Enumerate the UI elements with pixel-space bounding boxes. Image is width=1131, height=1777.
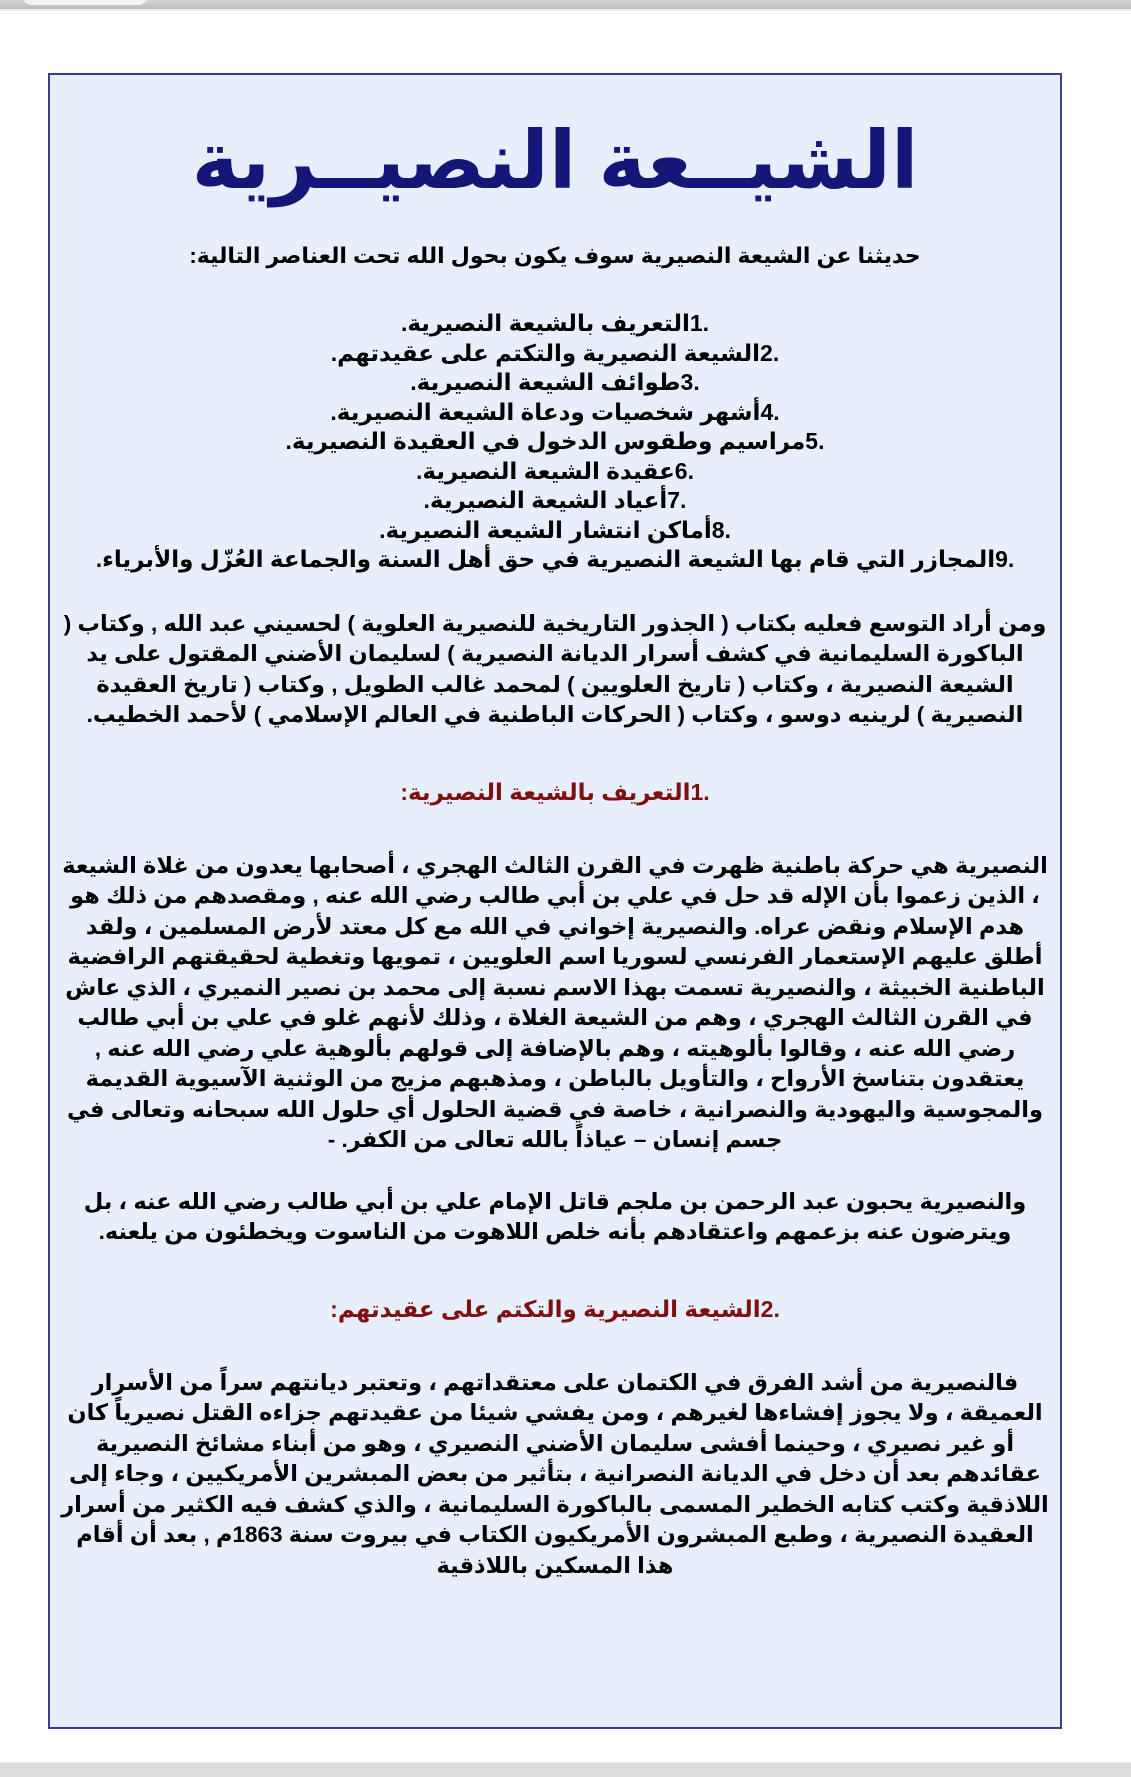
intro-text: حديثنا عن الشيعة النصيرية سوف يكون بحول الله تحت العناصر التالية: [189, 243, 921, 268]
document-title: الشيــعة النصيــرية [191, 116, 919, 205]
toc-item: .3طوائف الشيعة النصيرية. [410, 369, 700, 395]
section-heading-secrecy: .2الشيعة النصيرية والتكتم على عقيدتهم: [330, 1295, 780, 1322]
toc-item: .1التعريف بالشيعة النصيرية. [400, 310, 710, 336]
table-of-contents [50, 309, 1060, 575]
viewer-bottom-bar [0, 1762, 1131, 1777]
toc-item: .7أعياد الشيعة النصيرية. [423, 487, 687, 513]
viewer-tab[interactable] [22, 0, 148, 5]
toc-item: .8أماكن انتشار الشيعة النصيرية. [379, 516, 731, 543]
document-page [48, 73, 1062, 1729]
toc-item: .2الشيعة النصيرية والتكتم على عقيدتهم. [330, 339, 780, 366]
references-paragraph: ومن أراد التوسع فعليه بكتاب ( الجذور التاريخية للنصيرية العلوية ) لحسيني عبد الله , وكتاب ( الباكورة السليمانية في كشف أسرار الديانة النصيرية ) لسليمان الأضني المقتول على يد الشيعة النصيرية ، وكتاب ( تاريخ العلويين ) لمحمد غالب الطويل , وكتاب ( تاريخ العقيدة النصيرية ) لرينيه دوسو ، وكتاب ( الحركات الباطنية في العالم الإسلامي ) لأحمد الخطيب. [63, 610, 1047, 727]
viewer-top-bar [0, 0, 1131, 11]
toc-item: .4أشهر شخصيات ودعاة الشيعة النصيرية. [330, 398, 780, 425]
section-heading-definition: .1التعريف بالشيعة النصيرية: [400, 778, 710, 805]
definition-paragraph: النصيرية هي حركة باطنية ظهرت في القرن الثالث الهجري ، أصحابها يعدون من غلاة الشيعة ، الذين زعموا بأن الإله قد حل في علي بن أبي طالب رضي الله عنه , ومقصدهم من ذلك هو هدم الإسلام ونقض عراه. والنصيرية إخواني في الله مع كل معتد لأرض المسلمين ، ولقد أطلق عليهم الإستعمار الفرنسي لسوريا اسم العلويين ، تمويها وتغطية لحقيقتهم الرافضية الباطنية الخبيثة ، والنصيرية تسمت بهذا الاسم نسبة إلى محمد بن نصير النميري ، الذي عاش في القرن الثالث الهجري ، وهم من الشيعة الغلاة ، وذلك لأنهم غلو في علي بن أبي طالب رضي الله عنه ، وقالوا بألوهيته ، وهم بالإضافة إلى قولهم بألوهية علي رضي الله عنه , يعتقدون بتناسخ الأرواح ، والتأويل بالباطن ، ومذهبهم مزيج من الوثنية الآسيوية القديمة والمجوسية واليهودية والنصرانية ، خاصة في قضية الحلول أي حلول الله سبحانه وتعالى في جسم إنسان – عياذاً بالله تعالى من الكفر. - [62, 852, 1048, 1152]
secrecy-paragraph: فالنصيرية من أشد الفرق في الكتمان على معتقداتهم ، وتعتبر ديانتهم سراً من الأسرار العميقة ، ولا يجوز إفشاءها لغيرهم ، ومن يفشي شيئا من عقيدتهم جزاءه القتل نصيرياً كان أو غير نصيري ، وحينما أفشى سليمان الأضني النصيري ، وهو من أبناء مشائخ النصيرية عقائدهم بعد أن دخل في الديانة النصرانية ، بتأثير من بعض المبشرين الأمريكيين ، وجاء إلى اللاذقية وكتب كتابه الخطير المسمى بالباكورة السليمانية ، والذي كشف فيه الكثير من أسرار العقيدة النصيرية ، وطبع المبشرون الأمريكيون الكتاب في بيروت سنة 1863م , بعد أن أقام هذا المسكين باللاذقية [61, 1369, 1049, 1578]
toc-item: .9المجازر التي قام بها الشيعة النصيرية في حق أهل السنة والجماعة العُزّل والأبرياء. [95, 546, 1015, 572]
toc-item: .5مراسيم وطقوس الدخول في العقيدة النصيرية. [285, 428, 825, 454]
toc-item: .6عقيدة الشيعة النصيرية. [416, 457, 694, 484]
ibn-muljam-paragraph: والنصيرية يحبون عبد الرحمن بن ملجم قاتل الإمام علي بن أبي طالب رضي الله عنه ، بل ويترضون عنه بزعمهم واعتقادهم بأنه خلص اللاهوت من الناسوت ويخطئون من يلعنه. [83, 1188, 1027, 1244]
